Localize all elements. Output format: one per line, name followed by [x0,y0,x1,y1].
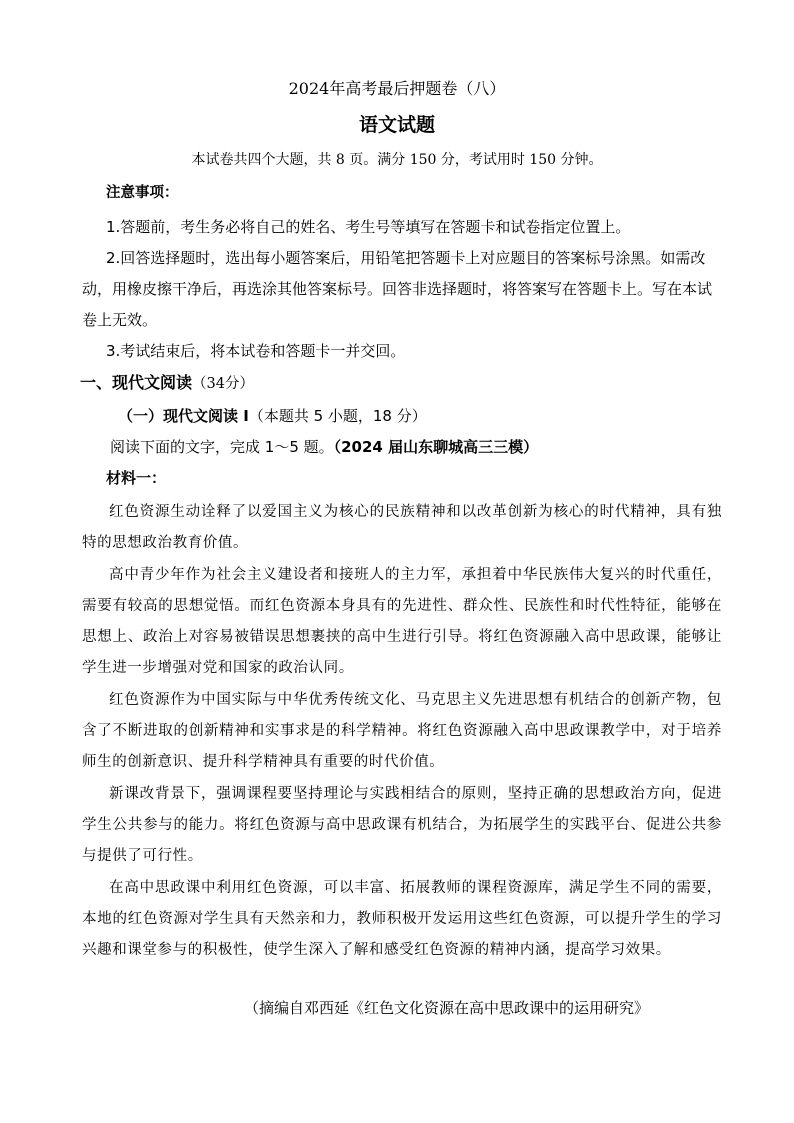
material-paragraph: 红色资源生动诠释了以爱国主义为核心的民族精神和以改革创新为核心的时代精神，具有独特的思想政治教育价值。 [82,504,722,552]
section-points: （34分） [192,376,254,392]
notice-item: 1.答题前，考生务必将自己的姓名、考生号等填写在答题卡和试卷指定位置上。 [106,218,631,236]
material-paragraph: 新课改背景下，强调课程要坚持理论与实践相结合的原则，坚持正确的思想政治方向，促进学生公共参与的能力。将红色资源与高中思政课有机结合，为拓展学生的实践平台、促进公共参与提供了可行性。 [82,785,722,865]
notice-list [82,212,722,367]
notice-item: 2.回答选择题时，选出每小题答案后，用铅笔把答题卡上对应题目的答案标号涂黑。如需改动，用橡皮擦干净后，再选涂其他答案标号。回答非选择题时，将答案写在答题卡上。写在本试卷上无效。 [82,249,713,329]
notice-heading: 注意事项： [106,185,179,201]
material-body [82,497,722,966]
notice-item: 3.考试结束后，将本试卷和答题卡一并交回。 [106,342,406,360]
subsection-heading [118,405,758,427]
subsection-title: （一）现代文阅读 I [118,407,249,425]
section-title: 一、现代文阅读 [80,373,193,392]
instruction-source: （2024 届山东聊城高三三模） [333,438,539,456]
material-source: （摘编自邓西延《红色文化资源在高中思政课中的运用研究》 [244,999,650,1017]
section-heading [80,372,720,395]
exam-title: 2024年高考最后押题卷（八） [288,79,506,98]
reading-instruction [110,436,750,458]
exam-info: 本试卷共四个大题，共 8 页。满分 150 分，考试用时 150 分钟。 [191,152,603,168]
material-paragraph: 红色资源作为中国实际与中华优秀传统文化、马克思主义先进思想有机结合的创新产物，包含了不断进取的创新精神和实事求是的科学精神。将红色资源融入高中思政课教学中，对于培养师生的创新意识、提升科学精神具有重要的时代价值。 [82,691,722,771]
exam-subject: 语文试题 [358,114,435,136]
instruction-text: 阅读下面的文字，完成 1～5 题。 [110,438,334,456]
material-heading: 材料一： [106,469,167,487]
material-paragraph: 高中青少年作为社会主义建设者和接班人的主力军，承担着中华民族伟大复兴的时代重任，需要有较高的思想觉悟。而红色资源本身具有的先进性、群众性、民族性和时代性特征，能够在思想上、政治上对容易被错误思想裹挟的高中生进行引导。将红色资源融入高中思政课，能够让学生进一步增强对党和国家的政治认同。 [82,566,722,677]
subsection-points: （本题共 5 小题，18 分） [248,407,427,425]
material-paragraph: 在高中思政课中利用红色资源，可以丰富、拓展教师的课程资源库，满足学生不同的需要，本地的红色资源对学生具有天然亲和力，教师积极开发运用这些红色资源，可以提升学生的学习兴趣和课堂参与的积极性，使学生深入了解和感受红色资源的精神内涵，提高学习效果。 [82,879,722,959]
